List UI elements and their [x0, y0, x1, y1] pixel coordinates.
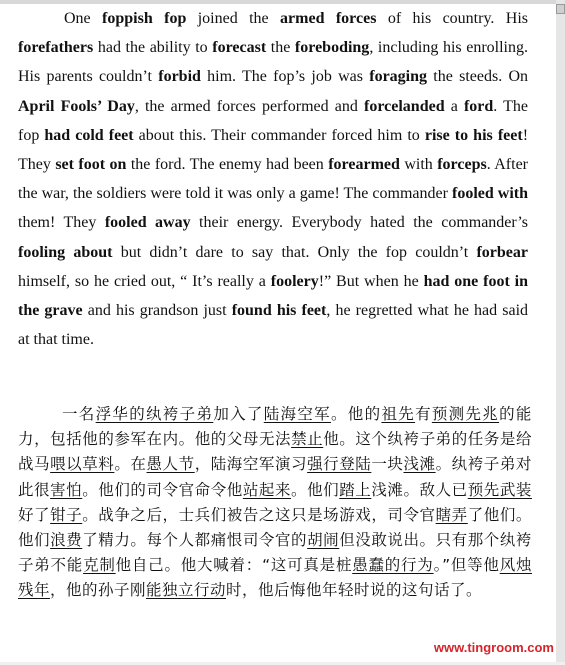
translated-term: 浅滩 [403, 455, 436, 474]
vocab-term: foppish fop [102, 10, 187, 27]
translation-text: 的能力，包括他的参军在内。他的父母无法 [18, 405, 532, 449]
vocab-term: foraging [369, 68, 428, 86]
translated-term: 喂以草料 [50, 455, 115, 474]
translation-text: 。他的 [331, 405, 382, 423]
translated-term: 愚蠢的行为 [352, 556, 434, 575]
translation-text: 。他们 [291, 480, 340, 499]
translation-text: 但没敢说出。只有那个纨袴子弟不能 [18, 531, 532, 575]
translation-text: 他自己。他大喊着：“这可真是桩 [115, 556, 353, 575]
passage-text: had the ability to [93, 39, 213, 57]
translation-text: 他。这个纨袴子弟的任务是给战马 [18, 430, 532, 474]
passage-text: about this. Their commander forced him to [133, 126, 425, 144]
vocab-term: forceps [437, 156, 487, 174]
vocab-term: ford [463, 97, 494, 115]
vocab-term: fooled away [104, 214, 191, 232]
passage-text: !” But when he [318, 272, 424, 290]
translation-text: 。纨袴子弟对此很 [18, 455, 532, 499]
vocab-term: had cold feet [44, 126, 134, 144]
vocab-term: foolery [270, 272, 319, 290]
translated-term: 愚人节 [146, 455, 195, 474]
translated-term: 陆海空军 [263, 405, 331, 423]
translated-term: 浮华的 [95, 405, 147, 423]
passage-text: , including his enrolling. His parents couldn’t [18, 39, 529, 86]
vocab-term: had one foot in the grave [18, 272, 529, 320]
english-paragraph [18, 4, 528, 354]
translation-text: 时，他后悔他年轻时说的这句话了。 [226, 581, 483, 600]
vocab-term: foreboding [294, 39, 370, 57]
passage-text: with [399, 156, 438, 174]
translation-text: 有 [415, 405, 432, 423]
passage-text: himself, so he cried out, “ It’s really a [18, 272, 271, 290]
translation-text: 。战争之后，士兵们被告之这只是场游戏，司令官 [82, 505, 436, 524]
passage-text: the [266, 39, 295, 57]
translated-term: 克制 [83, 556, 116, 575]
translated-term: 浪费 [50, 531, 83, 550]
vocab-term: forearmed [328, 156, 400, 174]
passage-text: their energy. Everybody hated the commander’s [190, 214, 529, 232]
scroll-up-arrow-icon[interactable] [556, 4, 565, 14]
translated-term: 祖先 [381, 405, 416, 423]
vocab-term: forefathers [18, 39, 94, 57]
translated-term: 踏上 [339, 480, 372, 499]
passage-text: of his country. His [376, 10, 529, 27]
passage-text: but didn’t dare to say that. Only the fop couldn’t [112, 243, 477, 261]
passage-text: ! They [18, 126, 529, 174]
translated-term: 瞎弄 [435, 505, 468, 524]
passage-text: joined the [186, 10, 281, 27]
translated-term: 风烛残年 [18, 556, 532, 600]
translation-text: 加入了 [213, 405, 264, 423]
passage-text: the ford. The enemy had been [126, 156, 329, 174]
site-watermark: www.tingroom.com [433, 640, 554, 655]
vocab-term: armed forces [280, 10, 377, 27]
vertical-scrollbar[interactable] [556, 0, 565, 665]
translated-term: 钳子 [50, 505, 83, 524]
translated-term: 强行登陆 [307, 455, 372, 474]
translated-term: 预测先兆 [431, 405, 500, 423]
translated-term: 能独立行动 [146, 581, 227, 600]
translation-text: 了他们。他们 [18, 505, 532, 550]
translated-term: 预先武装 [467, 480, 532, 499]
vocab-term: April Fools’ Day [18, 97, 135, 115]
translation-text: 了精力。每个人都痛恨司令官的 [82, 531, 308, 550]
translation-text: 好了 [18, 505, 51, 524]
translation-text: 一块 [371, 455, 404, 474]
translation-text: ，他的孙子刚 [50, 581, 147, 600]
translation-text: 。他们的司令官命令他 [82, 480, 243, 499]
translation-text: 。在 [114, 455, 147, 474]
translation-text: 。”但等他 [433, 556, 500, 575]
translated-term: 禁止 [291, 430, 324, 449]
vocab-term: set foot on [55, 156, 127, 174]
vocab-term: rise to his feet [424, 126, 523, 144]
passage-text: them! They [18, 214, 105, 232]
passage-text: and his grandson just [82, 302, 232, 320]
chinese-paragraph [18, 402, 532, 604]
passage-text: , the armed forces performed and [134, 97, 364, 115]
passage-text: him. The fop’s job was [200, 68, 370, 86]
passage-text: , he regretted what he had said at that time. [18, 302, 529, 349]
vocab-term: forbid [158, 68, 201, 86]
passage-text: One [64, 10, 103, 27]
translated-term: 站起来 [242, 480, 292, 499]
translated-term: 害怕 [50, 480, 83, 499]
translated-term: 胡闹 [307, 531, 340, 550]
vocab-term: fooling about [18, 243, 113, 261]
vocab-term: found his feet [231, 302, 327, 320]
english-passage [18, 4, 528, 354]
passage-text: the steeds. On [427, 68, 529, 86]
vocab-term: fooled with [451, 185, 529, 203]
translation-text: ，陆海空军演习 [194, 455, 308, 474]
passage-text: . The fop [18, 97, 529, 144]
chinese-translation [18, 402, 532, 604]
translated-term: 纨袴子弟 [146, 405, 214, 423]
passage-text: a [444, 97, 464, 115]
passage-text: . After the war, the soldiers were told it was only a game! The commander [18, 156, 528, 203]
vocab-term: forcelanded [364, 97, 445, 115]
translation-text: 浅滩。敌人已 [371, 480, 468, 499]
vocab-term: forbear [476, 243, 528, 261]
vocab-term: forecast [212, 39, 267, 57]
translation-text: 一名 [62, 405, 96, 423]
